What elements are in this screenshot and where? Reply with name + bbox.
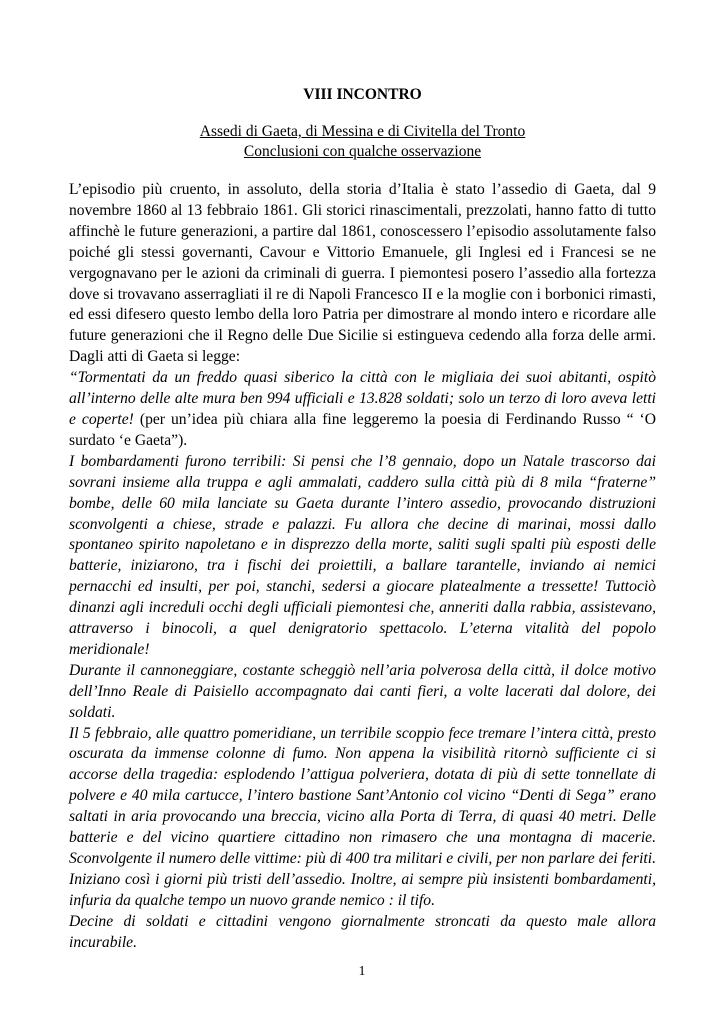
subtitle-block (69, 122, 656, 162)
paragraph-intro: L’episodio più cruento, in assoluto, della storia d’Italia è stato l’assedio di Gaeta, dal 9 novembre 1860 al 13 febbraio 1861. Gli storici rinascimentali, prezzolati, hanno fatto di tutto affinchè le future generazioni, a partire dal 1861, conoscessero l’episodio assolutamente falso poiché gli stessi governanti, Cavour e Vittorio Emanuele, gli Inglesi ed i Francesi se ne vergognavano per le azioni da criminali di guerra. I piemontesi posero l’assedio alla fortezza dove si trovavano asserragliati il re di Napoli Francesco II e la moglie con i borbonici rimasti, ed essi difesero questo lembo della loro Patria per dimostrare al mondo intero e ricordare alle future generazioni che il Regno delle Due Sicilie si estingueva cedendo alla forza delle armi. Dagli atti di Gaeta si legge: (69, 181, 656, 366)
page-number: 1 (358, 964, 366, 979)
paragraph-quote (69, 368, 656, 452)
paragraph-anthem: Durante il cannoneggiare, costante scheggiò nell’aria polverosa della città, il dolce motivo dell’Inno Reale di Paisiello accompagnato dai canti fieri, a volte lacerati dal dolore, dei soldati. (69, 661, 656, 721)
document-page (69, 84, 656, 954)
paragraph-explosion: Il 5 febbraio, alle quattro pomeridiane, un terribile scoppio fece tremare l’intera città, presto oscurata da immense colonne di fumo. Non appena la visibilità ritornò sufficiente ci si accorse della tragedia: esplodendo l’attigua polveriera, dotata di più di sette tonnellate di polvere e 40 mila cartucce, l’intero bastione Sant’Antonio col vicino “Denti di Sega” erano saltati in aria provocando una breccia, vicino alla Porta di Terra, di quasi 40 metri. Delle batterie e del vicino quartiere cittadino non rimasero che una montagna di macerie. Sconvolgente il numero delle vittime: più di 400 tra militari e civili, per non parlare dei feriti. Iniziano così i giorni più tristi dell’assedio. Inoltre, ai sempre più insistenti bombardamenti, infuria da qualche tempo un nuovo grande nemico : il tifo. (69, 724, 656, 909)
quote-italic-text: “Tormentati da un freddo quasi siberico la città con le migliaia dei suoi abitanti, ospitò all’interno delle alte mura ben 994 ufficiali e 13.828 soldati; solo un terzo di loro aveva letti e coperte! (69, 369, 656, 428)
quote-note-text: (per un’idea più chiara alla fine leggeremo la poesia di Ferdinando Russo “ ‘O surdato ‘e Gaeta”). (69, 410, 656, 449)
subtitle-conclusions: Conclusioni con qualche osservazione (243, 143, 482, 160)
page-title: VIII INCONTRO (303, 86, 422, 103)
paragraph-bombardments: I bombardamenti furono terribili: Si pensi che l’8 gennaio, dopo un Natale trascorso dai sovrani insieme alla truppa e agli ammalati, caddero sulla città più di 8 mila “fraterne” bombe, delle 60 mila lanciate su Gaeta durante l’intero assedio, provocando distruzioni sconvolgenti a chiese, strade e palazzi. Fu allora che decine di marinai, mossi dallo spontaneo spirito napoletano e in disprezzo della morte, saliti sugli spalti più esposti delle batterie, iniziarono, tra i fischi dei proiettili, a ballare tarantelle, inviando ai nemici pernacchi ed insulti, per poi, stanchi, sedersi a giocare platealmente a tressette! Tuttociò dinanzi agli increduli occhi degli ufficiali piemontesi che, anneriti dalla rabbia, assistevano, attraverso i binocoli, a quel denigratorio spettacolo. L’eterna vitalità del popolo meridionale! (69, 452, 656, 658)
paragraph-typhus: Decine di soldati e cittadini vengono giornalmente stroncati da questo male allora incurabile. (69, 912, 656, 951)
subtitle-sieges: Assedi di Gaeta, di Messina e di Civitella del Tronto (199, 123, 526, 140)
